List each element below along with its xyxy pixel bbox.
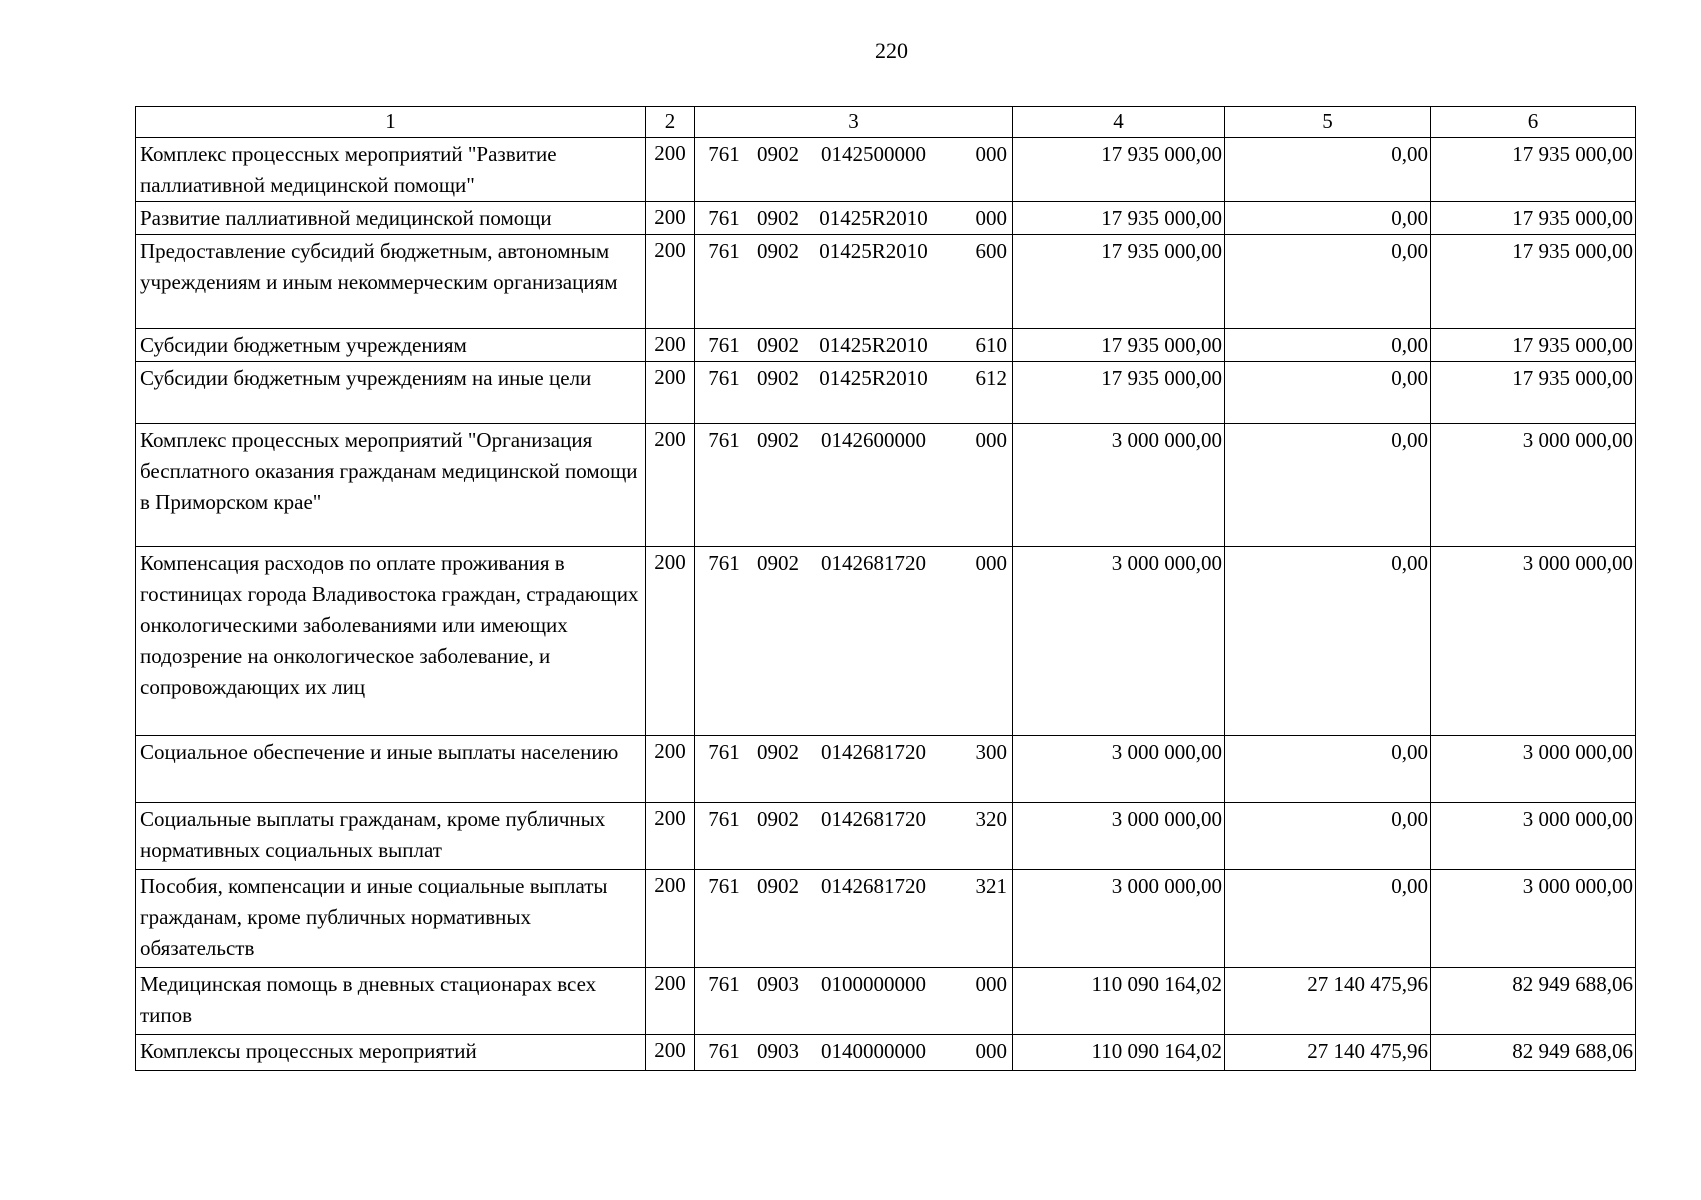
row-col2-cell: 200 — [646, 547, 695, 736]
table-row — [136, 736, 1636, 803]
row-col5-cell: 0,00 — [1225, 329, 1431, 362]
row-name-cell: Предоставление субсидий бюджетным, автономным учреждениям и иным некоммерческим организациям — [136, 235, 646, 329]
row-name-cell: Социальное обеспечение и иные выплаты населению — [136, 736, 646, 803]
expense-type-code: 000 — [975, 428, 1007, 452]
table-row — [136, 235, 1636, 329]
row-col2-cell: 200 — [646, 736, 695, 803]
row-col2-cell: 200 — [646, 870, 695, 968]
table-row — [136, 870, 1636, 968]
row-col6-cell: 17 935 000,00 — [1431, 362, 1636, 424]
row-code-cell — [695, 547, 1013, 736]
table-row — [136, 362, 1636, 424]
row-col4-cell: 17 935 000,00 — [1013, 329, 1225, 362]
row-col6-cell: 3 000 000,00 — [1431, 424, 1636, 547]
ministry-code: 761 — [708, 239, 740, 263]
expense-type-code: 320 — [975, 807, 1007, 831]
row-name-cell: Пособия, компенсации и иные социальные выплаты гражданам, кроме публичных нормативных обязательств — [136, 870, 646, 968]
row-col6-cell: 3 000 000,00 — [1431, 736, 1636, 803]
row-col6-cell: 17 935 000,00 — [1431, 329, 1636, 362]
row-col6-cell: 17 935 000,00 — [1431, 202, 1636, 235]
target-code: 0142681720 — [821, 874, 926, 898]
row-col4-cell: 17 935 000,00 — [1013, 362, 1225, 424]
row-col5-cell: 0,00 — [1225, 870, 1431, 968]
section-code: 0903 — [757, 972, 799, 996]
header-cell: 4 — [1013, 107, 1225, 138]
target-code: 0142681720 — [821, 551, 926, 575]
ministry-code: 761 — [708, 874, 740, 898]
target-code: 0140000000 — [821, 1039, 926, 1063]
row-code-cell — [695, 138, 1013, 202]
expense-type-code: 610 — [975, 333, 1007, 357]
table-row — [136, 803, 1636, 870]
table-row — [136, 968, 1636, 1035]
row-col2-cell: 200 — [646, 329, 695, 362]
ministry-code: 761 — [708, 1039, 740, 1063]
ministry-code: 761 — [708, 366, 740, 390]
row-code-cell — [695, 329, 1013, 362]
table-row — [136, 547, 1636, 736]
expense-type-code: 000 — [975, 551, 1007, 575]
section-code: 0902 — [757, 366, 799, 390]
section-code: 0902 — [757, 239, 799, 263]
row-col6-cell: 3 000 000,00 — [1431, 803, 1636, 870]
target-code: 0142681720 — [821, 807, 926, 831]
expense-type-code: 600 — [975, 239, 1007, 263]
row-col5-cell: 0,00 — [1225, 362, 1431, 424]
target-code: 0100000000 — [821, 972, 926, 996]
row-code-cell — [695, 870, 1013, 968]
row-col5-cell: 0,00 — [1225, 736, 1431, 803]
row-col2-cell: 200 — [646, 803, 695, 870]
row-col4-cell: 3 000 000,00 — [1013, 870, 1225, 968]
row-col4-cell: 3 000 000,00 — [1013, 736, 1225, 803]
row-col2-cell: 200 — [646, 1035, 695, 1071]
target-code: 01425R2010 — [819, 239, 928, 263]
target-code: 0142600000 — [821, 428, 926, 452]
row-name-cell: Развитие паллиативной медицинской помощи — [136, 202, 646, 235]
row-col4-cell: 17 935 000,00 — [1013, 138, 1225, 202]
section-code: 0902 — [757, 428, 799, 452]
row-name-cell: Социальные выплаты гражданам, кроме публичных нормативных социальных выплат — [136, 803, 646, 870]
target-code: 01425R2010 — [819, 206, 928, 230]
row-code-cell — [695, 803, 1013, 870]
section-code: 0902 — [757, 740, 799, 764]
ministry-code: 761 — [708, 551, 740, 575]
row-code-cell — [695, 424, 1013, 547]
table-row — [136, 329, 1636, 362]
row-col4-cell: 3 000 000,00 — [1013, 547, 1225, 736]
ministry-code: 761 — [708, 333, 740, 357]
row-name-cell: Комплекс процессных мероприятий "Организация бесплатного оказания гражданам медицинской помощи в Приморском крае" — [136, 424, 646, 547]
row-name-cell: Медицинская помощь в дневных стационарах всех типов — [136, 968, 646, 1035]
row-col4-cell: 3 000 000,00 — [1013, 803, 1225, 870]
row-col5-cell: 0,00 — [1225, 202, 1431, 235]
section-code: 0902 — [757, 874, 799, 898]
expense-type-code: 612 — [975, 366, 1007, 390]
row-code-cell — [695, 362, 1013, 424]
row-col5-cell: 0,00 — [1225, 547, 1431, 736]
ministry-code: 761 — [708, 142, 740, 166]
section-code: 0903 — [757, 1039, 799, 1063]
expense-type-code: 000 — [975, 206, 1007, 230]
row-col2-cell: 200 — [646, 968, 695, 1035]
row-col2-cell: 200 — [646, 138, 695, 202]
section-code: 0902 — [757, 807, 799, 831]
row-col2-cell: 200 — [646, 235, 695, 329]
row-code-cell — [695, 202, 1013, 235]
row-col2-cell: 200 — [646, 424, 695, 547]
budget-table — [135, 106, 1636, 1071]
table-row — [136, 202, 1636, 235]
row-code-cell — [695, 736, 1013, 803]
ministry-code: 761 — [708, 740, 740, 764]
row-col6-cell: 17 935 000,00 — [1431, 138, 1636, 202]
header-cell: 5 — [1225, 107, 1431, 138]
header-cell: 2 — [646, 107, 695, 138]
expense-type-code: 321 — [975, 874, 1007, 898]
row-col4-cell: 17 935 000,00 — [1013, 235, 1225, 329]
row-name-cell: Субсидии бюджетным учреждениям на иные цели — [136, 362, 646, 424]
row-name-cell: Комплексы процессных мероприятий — [136, 1035, 646, 1071]
row-col5-cell: 27 140 475,96 — [1225, 968, 1431, 1035]
row-name-cell: Компенсация расходов по оплате проживания в гостиницах города Владивостока граждан, страдающих онкологическими заболеваниями или имеющих подозрение на онкологическое заболевание, и сопровождающих их лиц — [136, 547, 646, 736]
page-number: 220 — [875, 38, 908, 63]
section-code: 0902 — [757, 333, 799, 357]
row-col5-cell: 0,00 — [1225, 424, 1431, 547]
table-body — [136, 138, 1636, 1071]
row-col5-cell: 0,00 — [1225, 138, 1431, 202]
header-cell: 6 — [1431, 107, 1636, 138]
row-col6-cell: 82 949 688,06 — [1431, 1035, 1636, 1071]
row-col5-cell: 0,00 — [1225, 235, 1431, 329]
target-code: 01425R2010 — [819, 333, 928, 357]
row-col5-cell: 27 140 475,96 — [1225, 1035, 1431, 1071]
row-code-cell — [695, 235, 1013, 329]
row-col6-cell: 82 949 688,06 — [1431, 968, 1636, 1035]
header-cell: 1 — [136, 107, 646, 138]
header-row — [136, 107, 1636, 138]
ministry-code: 761 — [708, 428, 740, 452]
row-col4-cell: 110 090 164,02 — [1013, 968, 1225, 1035]
table-row — [136, 1035, 1636, 1071]
row-col4-cell: 3 000 000,00 — [1013, 424, 1225, 547]
header-cell: 3 — [695, 107, 1013, 138]
row-code-cell — [695, 1035, 1013, 1071]
expense-type-code: 000 — [975, 142, 1007, 166]
row-col4-cell: 17 935 000,00 — [1013, 202, 1225, 235]
row-col5-cell: 0,00 — [1225, 803, 1431, 870]
ministry-code: 761 — [708, 206, 740, 230]
target-code: 01425R2010 — [819, 366, 928, 390]
row-name-cell: Субсидии бюджетным учреждениям — [136, 329, 646, 362]
row-col2-cell: 200 — [646, 362, 695, 424]
section-code: 0902 — [757, 206, 799, 230]
target-code: 0142681720 — [821, 740, 926, 764]
table-header — [136, 107, 1636, 138]
expense-type-code: 000 — [975, 1039, 1007, 1063]
row-col6-cell: 3 000 000,00 — [1431, 547, 1636, 736]
expense-type-code: 300 — [975, 740, 1007, 764]
row-name-cell: Комплекс процессных мероприятий "Развитие паллиативной медицинской помощи" — [136, 138, 646, 202]
table-row — [136, 424, 1636, 547]
expense-type-code: 000 — [975, 972, 1007, 996]
ministry-code: 761 — [708, 807, 740, 831]
row-col6-cell: 3 000 000,00 — [1431, 870, 1636, 968]
section-code: 0902 — [757, 551, 799, 575]
ministry-code: 761 — [708, 972, 740, 996]
target-code: 0142500000 — [821, 142, 926, 166]
row-code-cell — [695, 968, 1013, 1035]
section-code: 0902 — [757, 142, 799, 166]
row-col2-cell: 200 — [646, 202, 695, 235]
row-col4-cell: 110 090 164,02 — [1013, 1035, 1225, 1071]
row-col6-cell: 17 935 000,00 — [1431, 235, 1636, 329]
table-row — [136, 138, 1636, 202]
